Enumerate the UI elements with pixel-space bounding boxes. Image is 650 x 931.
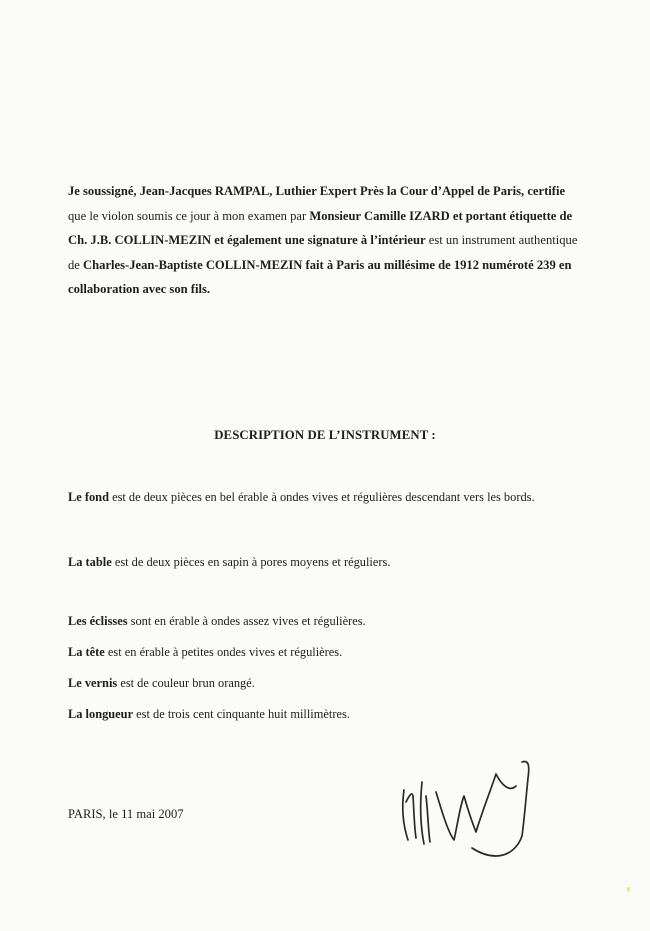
description-text: est en érable à petites ondes vives et régulières. [104,645,343,659]
description-text: est de deux pièces en sapin à pores moyens et réguliers. [111,555,391,569]
intro-text: collaboration avec son fils. [68,282,211,297]
description-label: La longueur [68,707,134,721]
description-line-vernis [68,676,255,691]
intro-text: Je soussigné, Jean-Jacques RAMPAL, Luthier Expert Près la Cour d’Appel de Paris, certifie [68,184,566,198]
intro-text: Monsieur Camille IZARD et portant étiquette de [309,208,573,223]
description-line-eclisses [68,614,366,629]
description-label: La tête [68,645,105,659]
intro-line [68,228,588,253]
description-line-fond [68,490,535,505]
description-label: La table [68,555,112,569]
intro-text: Charles-Jean-Baptiste COLLIN-MEZIN fait à Paris au millésime de 1912 numéroté 239 en [83,257,572,272]
description-text: est de deux pièces en bel érable à ondes vives et régulières descendant vers les bords. [108,490,535,504]
place-date: PARIS, le 11 mai 2007 [68,807,184,821]
intro-text: Ch. J.B. COLLIN-MEZIN et également une signature à l’intérieur [68,233,426,248]
certification-paragraph [68,179,588,302]
paper-speck [626,886,631,893]
description-line-longueur [68,707,350,722]
section-heading: DESCRIPTION DE L’INSTRUMENT : [214,428,436,442]
description-label: Le fond [68,490,109,504]
handwritten-signature [392,752,562,862]
description-text: est de couleur brun orangé. [117,676,255,690]
description-line-table [68,555,390,570]
intro-line [68,253,588,278]
intro-line [68,277,588,302]
description-label: Le vernis [68,676,118,690]
description-text: est de trois cent cinquante huit millimètres. [133,707,350,721]
intro-line [68,179,588,204]
intro-text: que le violon soumis ce jour à mon examen par [68,208,310,223]
description-label: Les éclisses [68,614,128,628]
intro-line [68,204,588,229]
intro-text: est un instrument authentique [425,233,578,248]
description-line-tete [68,645,342,660]
description-text: sont en érable à ondes assez vives et régulières. [127,614,366,628]
intro-text: de [68,257,84,272]
